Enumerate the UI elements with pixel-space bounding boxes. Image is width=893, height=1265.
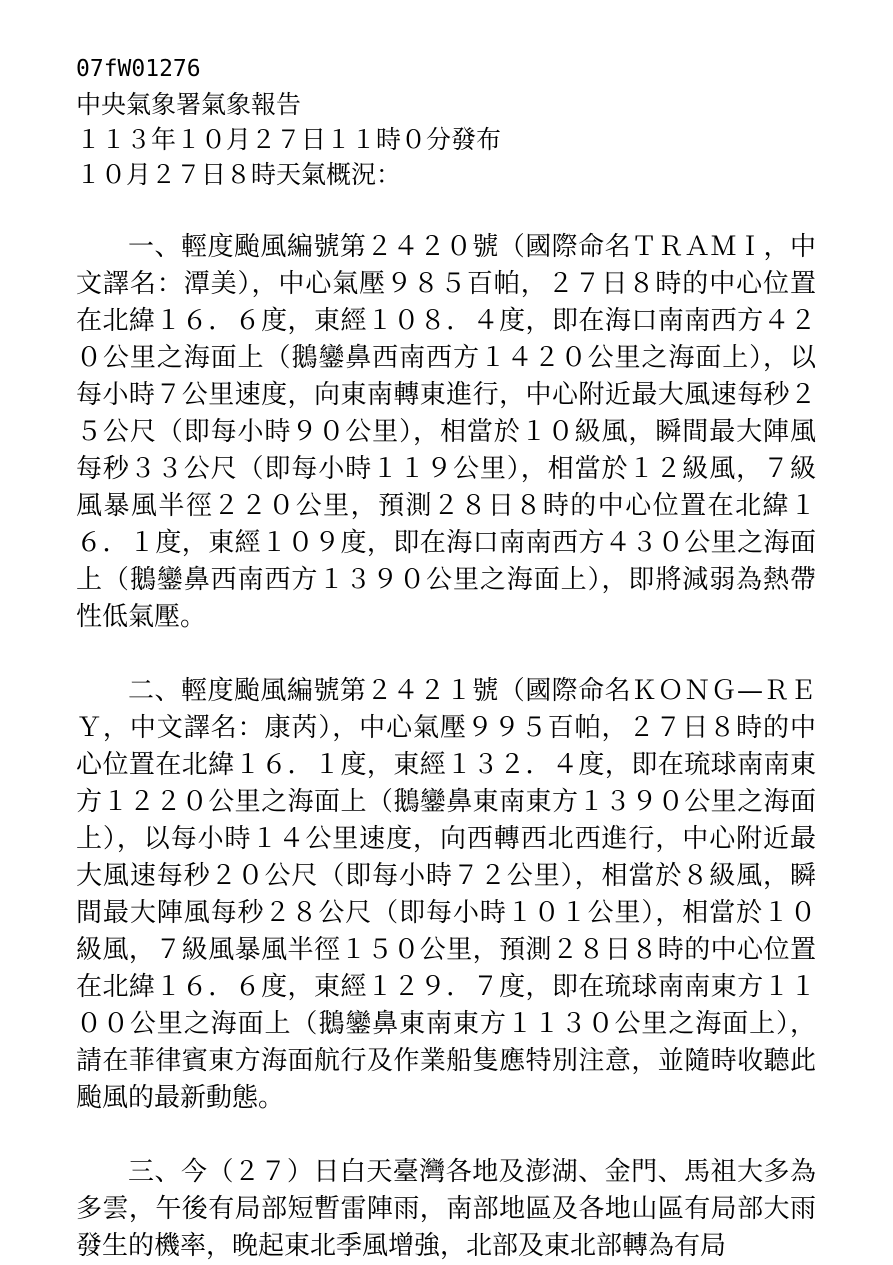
section-spacer: [76, 192, 816, 229]
overview-heading: １０月２７日８時天氣概況：: [76, 160, 402, 189]
report-title: 中央氣象署氣象報告: [76, 90, 302, 119]
weather-report-document: [76, 52, 816, 1265]
paragraph-typhoon-trami: 一、輕度颱風編號第２４２０號（國際命名ＴＲＡＭＩ，中文譯名：潭美），中心氣壓９８５百帕，２７日８時的中心位置在北緯１６．６度，東經１０８．４度，即在海口南南西方４２０公里之海面上（鵝鑾鼻西南西方１４２０公里之海面上），以每小時７公里速度，向東南轉東進行，中心附近最大風速每秒２５公尺（即每小時９０公里），相當於１０級風，瞬間最大陣風每秒３３公尺（即每小時１１９公里），相當於１２級風，７級風暴風半徑２２０公里，預測２８日８時的中心位置在北緯１６．１度，東經１０９度，即在海口南南西方４３０公里之海面上（鵝鑾鼻西南西方１３９０公里之海面上），即將減弱為熱帶性低氣壓。: [76, 232, 816, 632]
paragraph-weather-today: 三、今（２７）日白天臺灣各地及澎湖、金門、馬祖大多為多雲，午後有局部短暫雷陣雨，南部地區及各地山區有局部大雨發生的機率，晚起東北季風增強，北部及東北部轉為有局: [76, 1157, 816, 1261]
issue-timestamp: １１３年１０月２７日１１時０分發布: [76, 125, 502, 154]
section-spacer: [76, 636, 816, 673]
paragraph-typhoon-kong-rey: 二、輕度颱風編號第２４２１號（國際命名ＫＯＮＧ—ＲＥＹ，中文譯名：康芮），中心氣壓９９５百帕，２７日８時的中心位置在北緯１６．１度，東經１３２．４度，即在琉球南南東方１２２０公里之海面上（鵝鑾鼻東南東方１３９０公里之海面上），以每小時１４公里速度，向西轉西北西進行，中心附近最大風速每秒２０公尺（即每小時７２公里），相當於８級風，瞬間最大陣風每秒２８公尺（即每小時１０１公里），相當於１０級風，７級風暴風半徑１５０公里，預測２８日８時的中心位置在北緯１６．６度，東經１２９．７度，即在琉球南南東方１１００公里之海面上（鵝鑾鼻東南東方１１３０公里之海面上），請在菲律賓東方海面航行及作業船隻應特別注意，並隨時收聽此颱風的最新動態。: [76, 676, 816, 1113]
section-spacer: [76, 1117, 816, 1154]
document-id: 07fW01276: [76, 56, 201, 82]
